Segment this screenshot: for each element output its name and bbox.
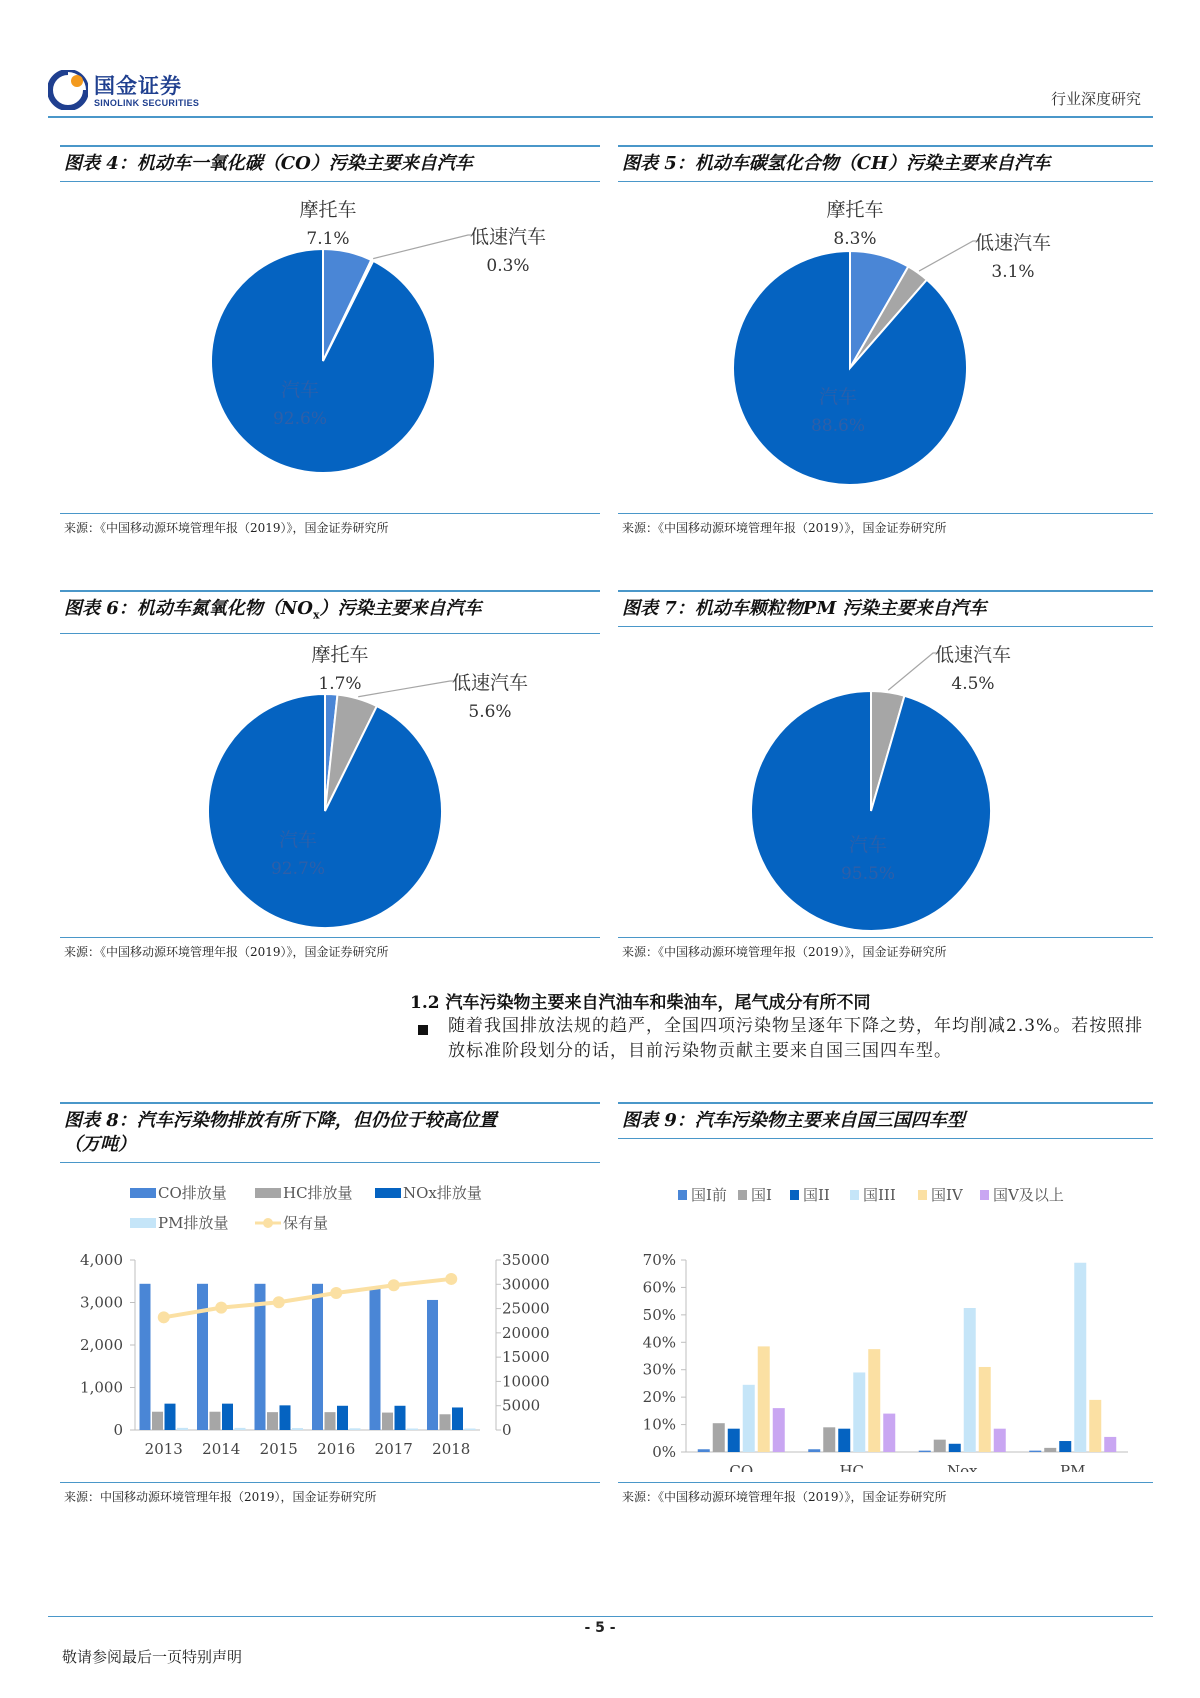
legend-label: 国V及以上	[993, 1186, 1064, 1204]
legend-swatch	[850, 1190, 859, 1200]
figure-7-source: 来源：《中国移动源环境管理年报（2019）》，国金证券研究所	[618, 937, 1153, 965]
x-tick-label: 2017	[374, 1440, 413, 1458]
legend-label: 国I前	[691, 1186, 727, 1204]
figure-7-title: 图表 7：机动车颗粒物PM 污染主要来自汽车	[618, 590, 1153, 627]
legend-swatch	[738, 1190, 747, 1200]
bar	[853, 1372, 865, 1452]
y-tick-right: 35000	[502, 1251, 550, 1269]
slice-label-car-value: 88.6%	[810, 416, 866, 436]
page-header	[48, 60, 1153, 120]
pie-leader-line	[358, 681, 456, 697]
bar	[235, 1428, 246, 1430]
pie-slice	[751, 691, 991, 931]
y-tick-label: 50%	[642, 1305, 676, 1324]
figure-8-title-line1: 图表 8：汽车污染物排放有所下降，但仍位于较高位置	[64, 1110, 497, 1131]
legend-swatch	[918, 1190, 927, 1200]
legend-label: 国I	[751, 1186, 772, 1204]
figure-6-title-sub: x	[312, 608, 320, 622]
legend-label: HC排放量	[283, 1184, 353, 1202]
legend-label: PM排放量	[158, 1214, 229, 1232]
bar	[337, 1406, 348, 1430]
bar	[197, 1284, 208, 1430]
bar	[140, 1284, 151, 1430]
slice-label-low-speed-name: 低速汽车	[451, 672, 529, 694]
report-type: 行业深度研究	[1050, 90, 1141, 108]
bar	[165, 1404, 176, 1430]
brand-subtitle: SINOLINK SECURITIES	[94, 98, 200, 108]
figure-5-panel	[618, 145, 1153, 540]
figure-5-source: 来源：《中国移动源环境管理年报（2019）》，国金证券研究所	[618, 513, 1153, 541]
bar	[292, 1428, 303, 1430]
bar	[427, 1300, 438, 1430]
figure-6-title-suffix: ）污染主要来自汽车	[319, 598, 482, 619]
bar	[177, 1428, 188, 1430]
figure-7-panel	[618, 590, 1153, 985]
figure-8-panel	[60, 1102, 600, 1517]
figure-4-source: 来源：《中国移动源环境管理年报（2019）》，国金证券研究所	[60, 513, 600, 541]
legend-swatch	[790, 1190, 799, 1200]
x-tick-label: 2015	[259, 1440, 298, 1458]
y-tick-left: 2,000	[80, 1336, 123, 1354]
bar	[698, 1449, 710, 1452]
figure-8-source: 来源：中国移动源环境管理年报（2019），国金证券研究所	[60, 1482, 600, 1510]
slice-label-car-name: 汽车	[848, 834, 888, 856]
bar	[838, 1429, 850, 1452]
slice-label-low-speed-value: 5.6%	[468, 702, 512, 722]
legend-label: 国III	[863, 1186, 896, 1204]
pie-leader-line	[888, 653, 939, 690]
legend-label: NOx排放量	[403, 1184, 482, 1202]
x-tick-label: 2018	[432, 1440, 471, 1458]
slice-label-low-speed-value: 3.1%	[991, 262, 1035, 282]
pie-leader-line	[373, 235, 474, 259]
bar	[934, 1440, 946, 1452]
bar	[1029, 1451, 1041, 1452]
bar	[919, 1451, 931, 1452]
bar	[152, 1412, 163, 1430]
bar	[823, 1427, 835, 1452]
slice-label-low-speed-name: 低速汽车	[934, 644, 1012, 666]
figure-4-panel	[60, 145, 600, 540]
sinolink-logo-icon	[48, 70, 88, 110]
pie-slice	[208, 694, 442, 928]
legend-marker	[263, 1218, 273, 1228]
legend-swatch	[980, 1190, 989, 1200]
bar	[1074, 1263, 1086, 1452]
bar	[280, 1405, 291, 1430]
bar	[758, 1346, 770, 1452]
figure-4-pie-chart	[60, 181, 600, 503]
bar	[1059, 1441, 1071, 1452]
line-point	[158, 1311, 170, 1323]
header-divider	[48, 116, 1153, 118]
y-tick-left: 0	[113, 1421, 123, 1439]
bar	[1104, 1437, 1116, 1452]
y-tick-right: 15000	[502, 1348, 550, 1367]
legend-swatch	[130, 1188, 156, 1198]
legend-swatch	[678, 1190, 687, 1200]
bar	[808, 1449, 820, 1452]
figure-8-title-line2: （万吨）	[64, 1134, 136, 1155]
line-point	[388, 1279, 400, 1291]
slice-label-motorcycle-value: 1.7%	[318, 674, 362, 694]
figure-8-title	[60, 1102, 600, 1163]
line-point	[445, 1273, 457, 1285]
bar	[713, 1423, 725, 1452]
bar	[210, 1412, 221, 1430]
y-tick-left: 3,000	[80, 1293, 123, 1312]
line-point	[273, 1296, 285, 1308]
figure-9-source: 来源：《中国移动源环境管理年报（2019）》，国金证券研究所	[618, 1482, 1153, 1510]
pie-leader-line	[919, 241, 979, 271]
figure-6-pie-chart	[60, 626, 600, 948]
y-tick-label: 30%	[642, 1360, 676, 1379]
x-tick-label: Nox	[946, 1462, 978, 1472]
figure-6-source: 来源：《中国移动源环境管理年报（2019）》，国金证券研究所	[60, 937, 600, 965]
line-point	[330, 1287, 342, 1299]
slice-label-low-speed-name: 低速汽车	[974, 232, 1052, 254]
y-tick-right: 0	[502, 1421, 512, 1439]
x-tick-label: 2016	[317, 1440, 356, 1458]
bar	[440, 1414, 451, 1430]
slice-label-motorcycle-value: 7.1%	[306, 229, 350, 249]
slice-label-motorcycle-value: 8.3%	[833, 229, 877, 249]
figure-9-panel	[618, 1102, 1153, 1517]
y-tick-right: 20000	[502, 1323, 550, 1342]
y-tick-left: 4,000	[80, 1251, 123, 1269]
figure-7-pie-chart	[618, 626, 1153, 948]
bar	[465, 1429, 476, 1430]
y-tick-label: 10%	[642, 1415, 676, 1434]
bar	[407, 1429, 418, 1430]
legend-label: 保有量	[283, 1214, 329, 1232]
y-tick-left: 1,000	[80, 1378, 123, 1397]
figure-4-title: 图表 4：机动车一氧化碳（CO）污染主要来自汽车	[60, 145, 600, 182]
bar	[312, 1284, 323, 1430]
slice-label-low-speed-value: 4.5%	[951, 674, 995, 694]
bar	[267, 1412, 278, 1430]
line-point	[215, 1302, 227, 1314]
bar	[395, 1406, 406, 1430]
bar	[979, 1367, 991, 1452]
figure-8-bar-chart	[60, 1172, 600, 1472]
bullet-square-icon	[418, 1025, 428, 1035]
legend-swatch	[375, 1188, 401, 1198]
y-tick-label: 0%	[652, 1443, 676, 1461]
legend-swatch	[130, 1218, 156, 1228]
bar	[994, 1429, 1006, 1452]
figure-5-pie-chart	[618, 181, 1153, 503]
y-tick-right: 25000	[502, 1299, 550, 1318]
brand-name: 国金证券	[94, 74, 182, 98]
bar	[868, 1349, 880, 1452]
x-tick-label: PM	[1060, 1462, 1086, 1472]
x-tick-label: CO	[729, 1462, 754, 1472]
y-tick-label: 40%	[642, 1333, 676, 1352]
slice-label-motorcycle-name: 摩托车	[826, 199, 884, 221]
x-tick-label: 2013	[144, 1440, 183, 1458]
bar	[1089, 1400, 1101, 1452]
page-number: - 5 -	[584, 1620, 616, 1636]
bar	[370, 1288, 381, 1430]
bar	[350, 1428, 361, 1430]
section-heading: 1.2 汽车污染物主要来自汽油车和柴油车，尾气成分有所不同	[410, 993, 871, 1013]
slice-label-motorcycle-name: 摩托车	[299, 199, 357, 221]
bar	[728, 1429, 740, 1452]
legend-label: CO排放量	[158, 1184, 227, 1202]
figure-5-title: 图表 5：机动车碳氢化合物（CH）污染主要来自汽车	[618, 145, 1153, 182]
section-bullet-text: 随着我国排放法规的趋严，全国四项污染物呈逐年下降之势，年均削减2.3%。若按照排放标准阶段划分的话，目前污染物贡献主要来自国三国四车型。	[448, 1016, 1144, 1061]
y-tick-label: 70%	[642, 1251, 676, 1269]
legend-label: 国II	[803, 1186, 830, 1204]
slice-label-low-speed-name: 低速汽车	[469, 226, 547, 248]
y-tick-right: 5000	[502, 1396, 541, 1415]
figure-6-title-prefix: 图表 6：机动车氮氧化物（NO	[64, 598, 313, 619]
pie-slice	[733, 251, 967, 485]
bar	[743, 1385, 755, 1452]
bar	[773, 1408, 785, 1452]
bar	[452, 1407, 463, 1430]
legend-swatch	[255, 1188, 281, 1198]
figure-9-bar-chart	[618, 1172, 1153, 1472]
bar	[222, 1404, 233, 1430]
pie-slice	[211, 249, 435, 473]
bar	[1044, 1448, 1056, 1452]
slice-label-car-value: 95.5%	[840, 864, 896, 884]
slice-label-low-speed-value: 0.3%	[486, 256, 530, 276]
bar	[325, 1412, 336, 1430]
y-tick-right: 30000	[502, 1275, 550, 1294]
bar	[382, 1413, 393, 1430]
y-tick-label: 60%	[642, 1278, 676, 1297]
footer-disclaimer: 敬请参阅最后一页特别声明	[62, 1648, 243, 1666]
slice-label-car-value: 92.7%	[270, 859, 326, 879]
slice-label-car-name: 汽车	[280, 379, 320, 401]
y-tick-label: 20%	[642, 1388, 676, 1407]
slice-label-car-value: 92.6%	[272, 409, 328, 429]
footer-divider	[48, 1616, 1153, 1617]
slice-label-motorcycle-name: 摩托车	[311, 644, 369, 666]
bar	[964, 1308, 976, 1452]
legend-label: 国IV	[931, 1186, 963, 1204]
slice-label-car-name: 汽车	[818, 386, 858, 408]
slice-label-car-name: 汽车	[278, 829, 318, 851]
figure-9-title: 图表 9：汽车污染物主要来自国三国四车型	[618, 1102, 1153, 1139]
x-tick-label: HC	[839, 1462, 865, 1472]
x-tick-label: 2014	[202, 1440, 241, 1458]
bar	[883, 1414, 895, 1452]
figure-6-panel	[60, 590, 600, 985]
bar	[949, 1444, 961, 1452]
y-tick-right: 10000	[502, 1372, 550, 1391]
